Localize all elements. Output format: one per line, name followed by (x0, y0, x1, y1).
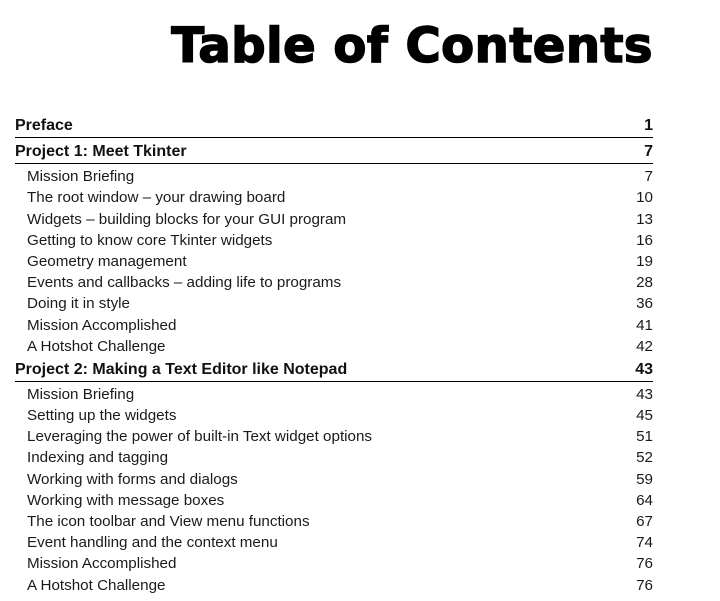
toc-page-number: 16 (636, 231, 653, 249)
toc-page-number: 52 (636, 449, 653, 467)
toc-section-entry[interactable] (15, 532, 653, 553)
toc-chapter-entry[interactable] (15, 116, 653, 138)
toc-chapter-title: Project 1: Meet Tkinter (15, 143, 187, 160)
toc-section-entry[interactable] (15, 468, 653, 489)
toc-page-number: 64 (636, 491, 653, 509)
toc-section-entry[interactable] (15, 336, 653, 357)
toc-chapter-entry[interactable] (15, 360, 653, 382)
toc-section-entry[interactable] (15, 230, 653, 251)
toc-section-title: Indexing and tagging (27, 449, 169, 467)
toc-section-entry[interactable] (15, 293, 653, 314)
toc-section-entry[interactable] (15, 166, 653, 187)
toc-page-number: 74 (636, 534, 653, 552)
toc-page-number: 7 (644, 143, 653, 160)
toc-section-title: Mission Accomplished (27, 316, 177, 334)
toc-section-title: Working with forms and dialogs (27, 470, 238, 488)
toc-section-entry[interactable] (15, 251, 653, 272)
toc-page-number: 10 (636, 189, 653, 207)
toc-section-title: Mission Briefing (27, 168, 135, 186)
page-title: Table of Contents (171, 18, 653, 74)
toc-section-title: Widgets – building blocks for your GUI program (27, 210, 347, 228)
toc-section-title: Mission Accomplished (27, 555, 177, 573)
toc-page-number: 43 (636, 385, 653, 403)
toc-chapter-title: Preface (15, 117, 73, 134)
toc-section-title: Event handling and the context menu (27, 534, 278, 552)
toc-page-number: 28 (636, 274, 653, 292)
toc-section-title: Leveraging the power of built-in Text widget options (27, 428, 373, 446)
toc-page-number: 19 (636, 252, 653, 270)
toc-section-entry[interactable] (15, 553, 653, 574)
toc-section-title: Working with message boxes (27, 491, 225, 509)
toc-section-title: Getting to know core Tkinter widgets (27, 231, 273, 249)
toc-page-number: 1 (644, 117, 653, 134)
toc-list (15, 116, 653, 596)
toc-section-title: Doing it in style (27, 295, 130, 313)
toc-section-entry[interactable] (15, 187, 653, 208)
toc-section-title: The root window – your drawing board (27, 189, 286, 207)
toc-page-number: 7 (644, 168, 653, 186)
toc-page-number: 67 (636, 513, 653, 530)
toc-section-title: A Hotshot Challenge (27, 337, 166, 355)
toc-section-title: The icon toolbar and View menu functions (27, 513, 310, 530)
toc-chapter-entry[interactable] (15, 142, 653, 164)
toc-section-entry[interactable] (15, 208, 653, 229)
toc-section-entry[interactable] (15, 574, 653, 595)
toc-page-number: 59 (636, 470, 653, 488)
toc-page-number: 51 (636, 428, 653, 446)
toc-section-title: A Hotshot Challenge (27, 576, 166, 594)
toc-section-title: Events and callbacks – adding life to programs (27, 274, 342, 292)
toc-section-title: Setting up the widgets (27, 407, 177, 425)
toc-page-number: 41 (636, 316, 653, 334)
toc-section-entry[interactable] (15, 426, 653, 447)
toc-section-title: Geometry management (27, 252, 187, 270)
toc-page-number: 36 (636, 295, 653, 313)
toc-section-entry[interactable] (15, 272, 653, 293)
toc-page-number: 43 (635, 360, 653, 378)
toc-page-number: 76 (636, 576, 653, 594)
toc-section-entry[interactable] (15, 314, 653, 335)
toc-page-number: 76 (636, 555, 653, 573)
toc-page-number: 13 (636, 210, 653, 228)
toc-section-entry[interactable] (15, 405, 653, 426)
toc-page-number: 42 (636, 337, 653, 355)
toc-section-entry[interactable] (15, 447, 653, 468)
toc-chapter-title: Project 2: Making a Text Editor like Notepad (15, 360, 348, 378)
toc-section-entry[interactable] (15, 490, 653, 511)
toc-section-entry[interactable] (15, 511, 653, 532)
toc-section-entry[interactable] (15, 384, 653, 405)
toc-page-number: 45 (636, 407, 653, 425)
toc-section-title: Mission Briefing (27, 385, 135, 403)
